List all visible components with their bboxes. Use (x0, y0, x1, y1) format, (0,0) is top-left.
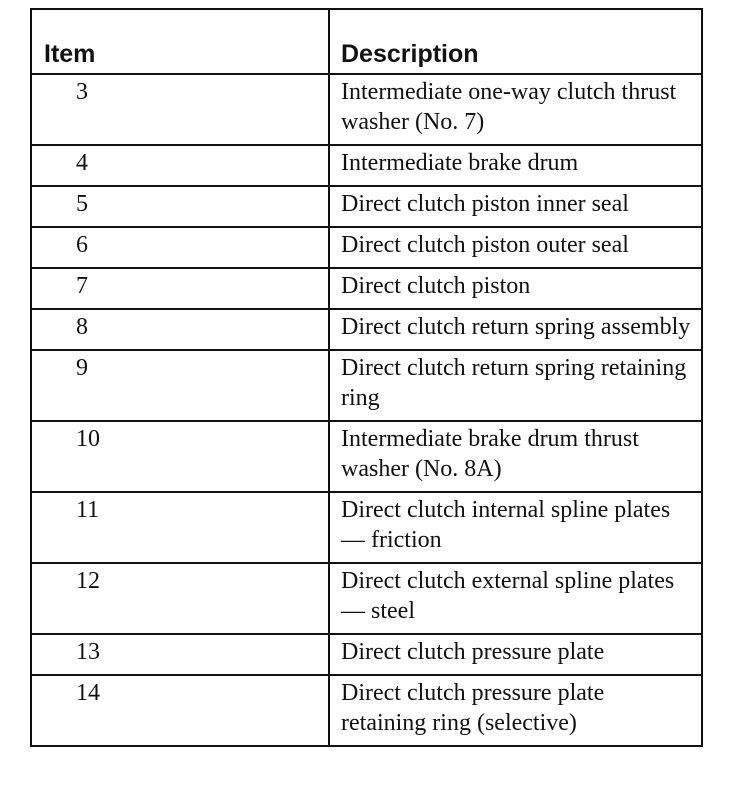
header-row (32, 10, 701, 74)
table-row (32, 492, 701, 563)
item-number: 11 (32, 492, 329, 563)
item-description: Intermediate brake drum thrust washer (No. 8A) (329, 421, 701, 492)
description-column-header (329, 10, 701, 74)
item-number: 6 (32, 227, 329, 268)
item-description: Intermediate one-way clutch thrust washer (No. 7) (329, 74, 701, 145)
item-number: 3 (32, 74, 329, 145)
item-header-label: Item (44, 40, 96, 68)
table-row (32, 634, 701, 675)
item-description: Direct clutch pressure plate (329, 634, 701, 675)
item-description: Direct clutch return spring assembly (329, 309, 701, 350)
item-description: Intermediate brake drum (329, 145, 701, 186)
table-row (32, 74, 701, 145)
table-row (32, 227, 701, 268)
table-row (32, 675, 701, 745)
item-number: 4 (32, 145, 329, 186)
item-description: Direct clutch external spline plates — steel (329, 563, 701, 634)
item-description: Direct clutch internal spline plates — friction (329, 492, 701, 563)
item-number: 5 (32, 186, 329, 227)
item-number: 14 (32, 675, 329, 745)
table-row (32, 563, 701, 634)
item-number: 10 (32, 421, 329, 492)
item-description: Direct clutch piston inner seal (329, 186, 701, 227)
item-description: Direct clutch piston outer seal (329, 227, 701, 268)
item-description: Direct clutch piston (329, 268, 701, 309)
table-row (32, 309, 701, 350)
item-number: 7 (32, 268, 329, 309)
table-row (32, 421, 701, 492)
table-row (32, 268, 701, 309)
table-row (32, 350, 701, 421)
item-number: 12 (32, 563, 329, 634)
item-number: 13 (32, 634, 329, 675)
item-number: 8 (32, 309, 329, 350)
item-column-header (32, 10, 329, 74)
item-number: 9 (32, 350, 329, 421)
parts-table-frame (30, 8, 703, 747)
description-header-label: Description (341, 40, 479, 68)
item-description: Direct clutch return spring retaining ring (329, 350, 701, 421)
table-row (32, 186, 701, 227)
item-description: Direct clutch pressure plate retaining ring (selective) (341, 680, 605, 736)
table-row (32, 145, 701, 186)
parts-table (32, 10, 701, 745)
